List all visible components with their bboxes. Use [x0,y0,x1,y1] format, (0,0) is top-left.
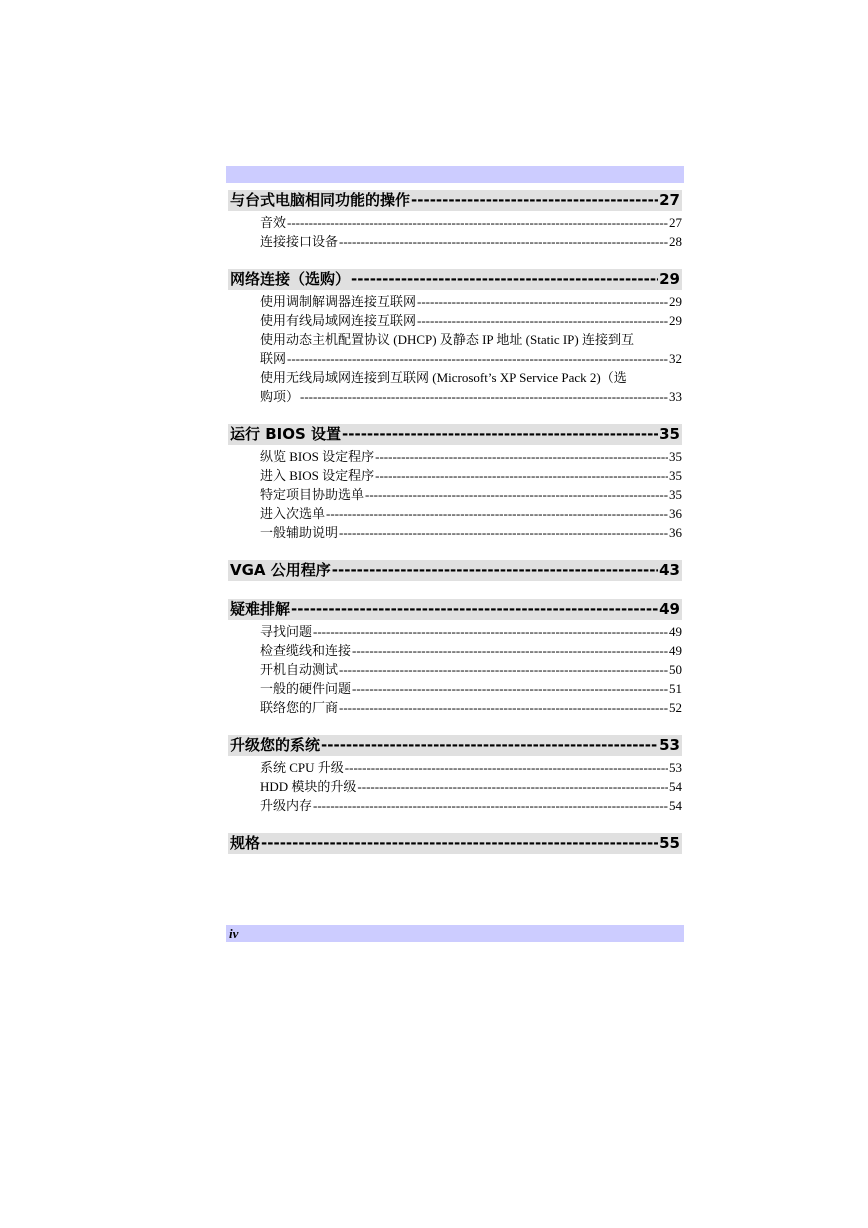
toc-heading[interactable] [228,735,682,756]
leader-dots [339,698,668,717]
toc-heading[interactable] [228,599,682,620]
leader-dots [291,599,658,620]
leader-dots [365,485,668,504]
toc-entry[interactable] [260,777,682,796]
toc-section [228,190,682,251]
toc-section [228,599,682,717]
toc-heading[interactable] [228,269,682,290]
leader-dots [339,232,668,251]
toc-entry-page: 35 [669,449,682,464]
toc-entry-page: 33 [669,389,682,404]
toc-entry-page: 54 [669,779,682,794]
toc-entry-title-line1: 使用动态主机配置协议 (DHCP) 及静态 IP 地址 (Static IP) 连接到互 [260,332,634,347]
toc-entry-title: 开机自动测试 [260,662,339,677]
toc-entry-title: 联络您的厂商 [260,700,339,715]
toc-entry-title: 使用有线局域网连接互联网 [260,313,417,328]
toc-heading[interactable] [228,424,682,445]
toc-entry-page: 50 [669,662,682,677]
leader-dots [417,292,668,311]
leader-dots [375,466,668,485]
toc-entry[interactable] [260,504,682,523]
toc-heading-title: 运行 BIOS 设置 [230,425,342,443]
toc-entry[interactable] [260,466,682,485]
leader-dots [326,504,668,523]
leader-dots [300,387,668,406]
toc-entry-title: 音效 [260,215,287,230]
toc-entry-title: HDD 模块的升级 [260,779,357,794]
toc-heading-title: 网络连接（选购） [230,270,351,288]
toc-entry-title: 使用调制解调器连接互联网 [260,294,417,309]
toc-section [228,424,682,542]
toc-entry[interactable] [260,698,682,717]
toc-heading-page: 43 [659,561,680,579]
toc-heading[interactable] [228,560,682,581]
toc-entry[interactable] [260,213,682,232]
toc-entry-page: 32 [669,351,682,366]
toc-entry-title: 一般的硬件问题 [260,681,352,696]
toc-entry-title: 进入 BIOS 设定程序 [260,468,375,483]
toc-heading[interactable] [228,833,682,854]
toc-entry[interactable] [260,641,682,660]
toc-entry-title: 升级内存 [260,798,313,813]
toc-entry-title: 一般辅助说明 [260,525,339,540]
toc-entry-page: 36 [669,525,682,540]
toc-entry-title: 系统 CPU 升级 [260,760,344,775]
toc-entry[interactable] [260,311,682,330]
toc-section [228,560,682,581]
leader-dots [287,349,668,368]
leader-dots [417,311,668,330]
leader-dots [332,560,658,581]
toc-entry[interactable] [260,796,682,815]
toc-entry-page: 28 [669,234,682,249]
toc-entry-title: 特定项目协助选单 [260,487,365,502]
toc-entry-title: 纵览 BIOS 设定程序 [260,449,375,464]
toc-section [228,833,682,854]
toc-heading-page: 49 [659,600,680,618]
toc-entry-page: 52 [669,700,682,715]
toc-entry-page: 49 [669,643,682,658]
toc-entry[interactable] [260,232,682,251]
toc-heading-page: 29 [659,270,680,288]
leader-dots [351,269,658,290]
toc-heading-page: 53 [659,736,680,754]
leader-dots [352,641,668,660]
toc-entry[interactable] [260,292,682,311]
leader-dots [321,735,658,756]
toc-entry[interactable] [260,758,682,777]
leader-dots [357,777,668,796]
leader-dots [261,833,658,854]
toc-entry-page: 27 [669,215,682,230]
toc-entry-title: 检查缆线和连接 [260,643,352,658]
toc-entry-page: 53 [669,760,682,775]
toc-entry-page: 51 [669,681,682,696]
toc-entry-title-line2: 联网 [260,351,287,366]
toc-entry[interactable] [260,447,682,466]
toc-entry-page: 49 [669,624,682,639]
leader-dots [313,622,668,641]
toc-entry-title: 寻找问题 [260,624,313,639]
toc-entry-page: 36 [669,506,682,521]
toc-heading-page: 55 [659,834,680,852]
toc-section [228,735,682,815]
leader-dots [375,447,668,466]
toc-entry[interactable] [260,368,682,406]
footer-band [226,925,684,942]
toc-heading-page: 35 [659,425,680,443]
leader-dots [339,523,668,542]
toc-entry-page: 35 [669,487,682,502]
toc-heading-title: 与台式电脑相同功能的操作 [230,191,411,209]
toc-entry-title: 连接接口设备 [260,234,339,249]
toc-heading-title: 规格 [230,834,261,852]
toc-entry-page: 54 [669,798,682,813]
toc-entry[interactable] [260,622,682,641]
table-of-contents [228,190,682,872]
leader-dots [287,213,668,232]
leader-dots [411,190,658,211]
toc-entry[interactable] [260,679,682,698]
toc-heading[interactable] [228,190,682,211]
toc-entry-title: 进入次选单 [260,506,326,521]
toc-entry[interactable] [260,660,682,679]
page-number: iv [229,926,239,941]
toc-heading-title: 疑难排解 [230,600,291,618]
toc-entry-page: 29 [669,313,682,328]
leader-dots [339,660,668,679]
toc-entry-page: 35 [669,468,682,483]
leader-dots [342,424,658,445]
toc-entry[interactable] [260,523,682,542]
toc-entry[interactable] [260,330,682,368]
leader-dots [345,758,668,777]
toc-entry-title-line1: 使用无线局域网连接到互联网 (Microsoft’s XP Service Pack 2)（选 [260,370,627,385]
toc-heading-title: 升级您的系统 [230,736,321,754]
toc-section [228,269,682,406]
leader-dots [352,679,668,698]
toc-entry-title-line2: 购项） [260,389,300,404]
leader-dots [313,796,668,815]
header-band [226,166,684,183]
toc-heading-page: 27 [659,191,680,209]
toc-entry-page: 29 [669,294,682,309]
toc-entry[interactable] [260,485,682,504]
toc-heading-title: VGA 公用程序 [230,561,331,579]
